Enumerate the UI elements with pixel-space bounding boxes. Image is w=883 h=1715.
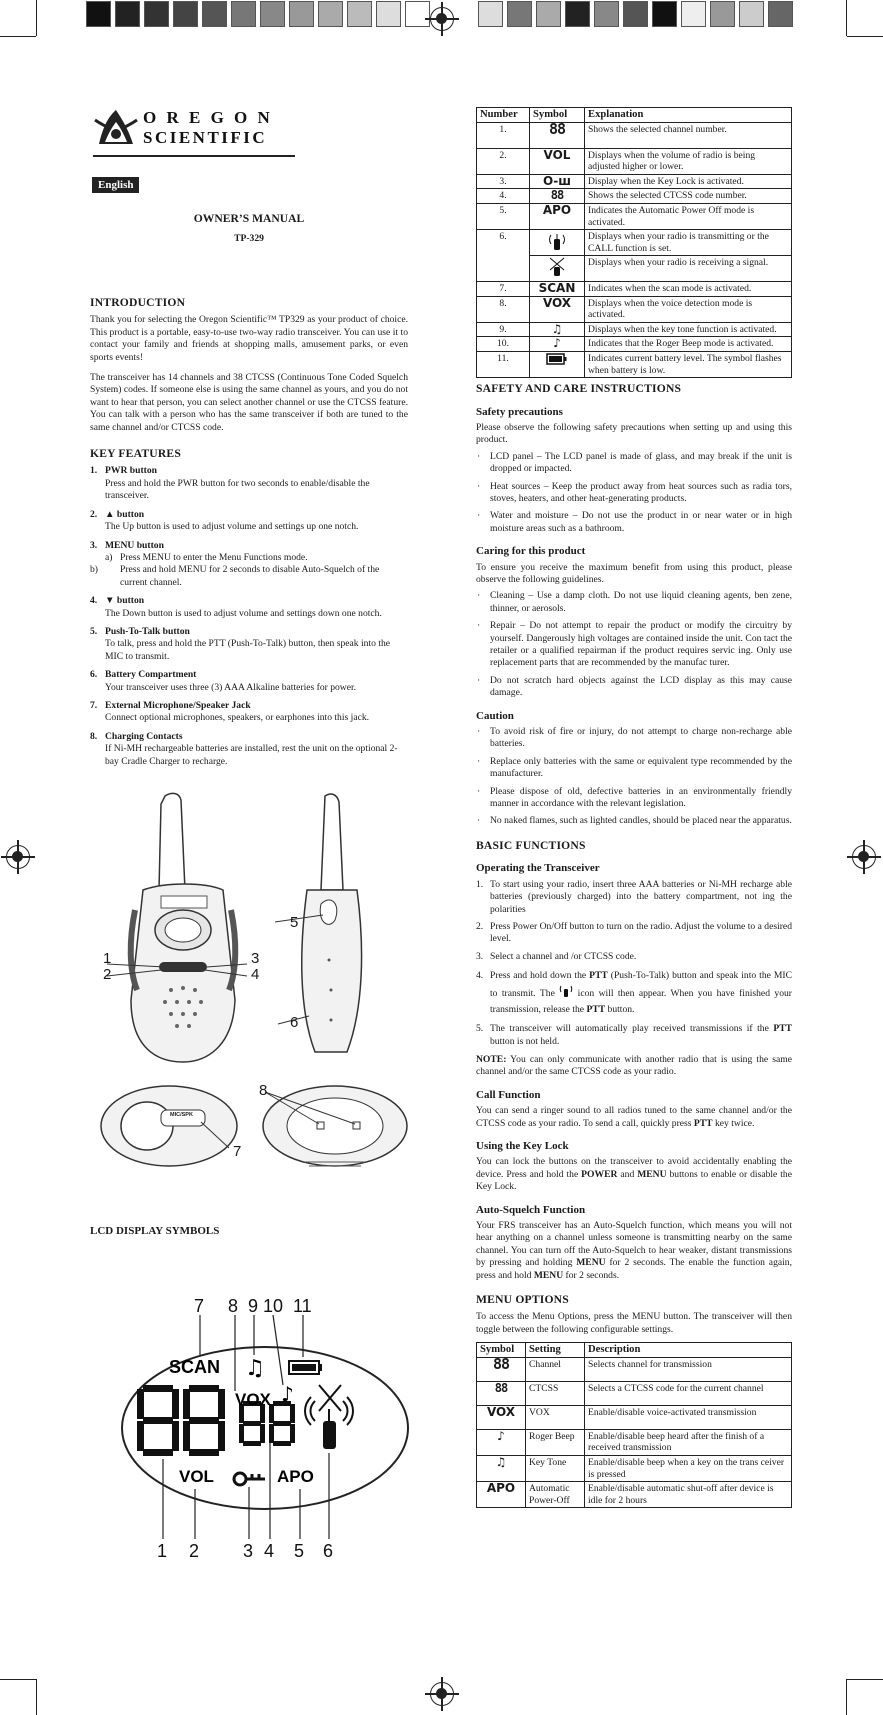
flower-emblem-icon	[93, 106, 139, 150]
table-row: APO Automatic Power-Off Enable/disable automatic shut-off after device is idle for 2 hours	[477, 1482, 792, 1508]
feature-item: 4. ▼ button The Down button is used to adjust volume and settings down one notch.	[90, 595, 382, 619]
list-item: · Do not scratch hard objects against the LCD display as this may cause damage.	[476, 675, 792, 700]
receive-antenna-icon	[546, 257, 568, 277]
basic-functions-heading: BASIC FUNCTIONS	[476, 838, 586, 852]
lcd-apo: APO	[277, 1467, 314, 1486]
logo-underline	[93, 155, 295, 157]
feature-item: 5. Push-To-Talk button To talk, press and hold the PTT (Push-To-Talk) button, then speak into the MIC to transmit.	[90, 625, 391, 662]
transmit-inline-icon	[559, 984, 573, 998]
table-row: 88 CTCSS Selects a CTCSS code for the current channel	[477, 1381, 792, 1405]
feature-item: 6. Battery Compartment Your transceiver uses three (3) AAA Alkaline batteries for power.	[90, 669, 357, 693]
callout-3: 3	[251, 950, 260, 967]
left-text-column	[90, 297, 408, 774]
table-header-row: Number Symbol Explanation	[477, 108, 792, 123]
list-item: 3. Select a channel and /or CTCSS code.	[476, 950, 637, 962]
callout-7: 7	[233, 1143, 242, 1160]
caution-list	[476, 726, 792, 828]
lcd-top-number: 11	[293, 1296, 312, 1316]
receive-icon	[530, 256, 585, 282]
intro-paragraph-1: Thank you for selecting the Oregon Scientific™ TP329 as your product of choice. This product is a portable, easy-to-use two-way radio transceiver. You can use it to contact your family and friends at shopping malls, amusement parks, or even sports events!	[90, 314, 408, 363]
transmit-antenna-icon	[546, 231, 568, 251]
crop-mark	[847, 36, 883, 37]
brand-line-2: SCIENTIFIC	[143, 128, 268, 147]
language-badge: English	[92, 177, 139, 193]
table-row: 88 Channel Selects channel for transmission	[477, 1357, 792, 1381]
battery-icon	[530, 351, 585, 377]
introduction-heading: INTRODUCTION	[90, 296, 186, 309]
brand-line-1: O R E G O N	[143, 108, 273, 127]
lcd-bottom-number: 5	[294, 1541, 305, 1561]
crop-mark	[846, 1679, 847, 1715]
lcd-battery-icon	[289, 1361, 322, 1374]
lcd-symbols-heading: LCD DISPLAY SYMBOLS	[90, 1225, 220, 1237]
list-item: 2. Press Power On/Off button to turn on the radio. Adjust the volume to a desired level.	[476, 920, 792, 945]
intro-paragraph-2: The transceiver has 14 channels and 38 CTCSS (Continuous Tone Coded Squelch System) codes. If someone else is using the same channel as yours, and you do not want to hear that person, you can select another channel or use the CTCSS feature. You can talk with a person who has the same transceiver if both are tuned to the same channel and/or CTCSS code.	[90, 372, 408, 433]
lcd-key-lock-icon	[234, 1473, 265, 1485]
key-lock-heading: Using the Key Lock	[476, 1139, 569, 1152]
menu-options-heading: MENU OPTIONS	[476, 1293, 569, 1307]
table-row: Displays when your radio is receiving a signal.	[477, 256, 792, 282]
table-row: ♪ Roger Beep Enable/disable beep heard after the finish of a received transmission	[477, 1429, 792, 1455]
right-text-column: Number Symbol Explanation 1. 88 Shows the selected channel number. 2. VOL Displays when the volume of radio is being adjusted higher or lower. 3. O‑ш Display when the Key Lock is activated. 4. 88 Shows the selected CTCSS code number. 5. APO Indicates the Automatic Power Off mode is activated. 6. Displays when your radio is transmitting or the CALL function is set. Displays when your radio is receiving a signal. 7. SCAN Indicates when the scan mode is activated. 8. VOX Displays when the voice detection mode is activated. 9. ♫ Displays when the key tone function is activated. 10. ♪ Indicates that the Roger Beep mode is activated. 11. Indicates current battery level. The symbol flashes when battery is low. SAFETY AND CARE INSTRUCTIONS Safety precautions Please observe the following safety precautions when setting up and using this product. · LCD panel – The LCD panel is made of glass, and may break if the unit is dropped or impacted. · Heat sources – Keep the product away from heat sources such as radia tors, stoves, heaters, and other heat-generating products. · Water and moisture – Do not use the product in or near water or in high moisture areas such as a bathroom. Caring for this product To ensure you receive the maximum benefit from using this product, please observe the following guidelines. · Cleaning – Use a damp cloth. Do not use liquid cleaning agents, ben zene, thinner, or aerosols. · Repair – Do not attempt to repair the product or modify the circuitry by yourself. Dangerously high voltages are contained inside the unit. Con tact the retailer or a qualified repairman if the product requires servic ing. Only use replacement parts that are recommended by the manufac turer. · Do not scratch hard objects against the LCD display as this may cause damage. Caution · To avoid risk of fire or injury, do not attempt to charge non-recharge able batteries. · Replace only batteries with the same or equivalent type recommended by the manufacturer. · Please dispose of old, defective batteries in an environmentally friendly manner in accordance with the relevant legislation. · No naked flames, such as lighted candles, should be placed near the apparatus. BASIC FUNCTIONS Operating the Transceiver 1. To start using your radio, insert three AAA batteries or Ni-MH recharge able batteries (previously charged) into the battery compartment, not ing the polarities 2. Press Power On/Off button to turn on the radio. Adjust the volume to a desired level. 3. Select a channel and /or CTCSS code. 4. Press and hold down the PTT (Push-To-Talk) button and speak into the MIC to transmit. The icon will then appear. When you have finished your transmission, release the PTT button. 5. The transceiver will automatically play received transmissions if the PTT button is not held. NOTE: You can only communicate with another radio that is using the same channel and/or the same CTCSS code as your radio. Call Function You can send a ringer sound to all radios tuned to the same channel and/or the CTCSS code as your radio. To send a call, quickly press PTT key twice. Using the Key Lock You can lock the buttons on the transceiver to avoid accidentally enabling the device. Press and hold the POWER and MENU buttons to enable or disable the Key Lock. Auto-Squelch Function Your FRS transceiver has an Auto-Squelch function, which means you will not hear anything on a channel unless someone is transmitting nearby on the same channel. You can turn off the Auto-Squelch to hear weaker, distant transmissions by pressing and holding MENU for 2 seconds. The enable the function again, press and hold MENU for 2 seconds. MENU OPTIONS To access the Menu Options, press the MENU button. The transceiver will then toggle between the following configurable settings. Symbol Setting Description 88 Channel Selects channel for transmission 88 CTCSS Selects a CTCSS code for the current channel VOX VOX Enable/disable voice-activated transmission ♪ Roger Beep Enable/disable beep heard after the finish of a received transmission ♫ Key Tone Enable/disable beep when a key on the trans ceiver is pressed APO Automatic Power-Off Enable/disable automatic shut-off after device is idle for 2 hours	[476, 107, 792, 1508]
big-digit-segments	[137, 1385, 225, 1456]
feature-item: 1. PWR button Press and hold the PWR button for two seconds to enable/disable the transceiver.	[90, 465, 370, 502]
feature-item: 3. MENU button a) Press MENU to enter the Menu Functions mode. b) Press and hold MENU for 2 seconds to disable Auto-Squelch of the current channel.	[90, 539, 380, 588]
list-item: 1. To start using your radio, insert three AAA batteries or Ni-MH recharge able batteries (previously charged) into the battery compartment, not ing the polarities	[476, 878, 792, 915]
table-row: 7. SCAN Indicates when the scan mode is activated.	[477, 281, 792, 296]
caring-list	[476, 590, 792, 699]
callout-8: 8	[259, 1082, 268, 1099]
list-item: 4. Press and hold down the PTT (Push-To-Talk) button and speak into the MIC to transmit. The icon will then appear. When you have finished your transmission, release the PTT button.	[476, 970, 792, 1016]
crop-mark	[36, 1679, 37, 1715]
list-item: · Heat sources – Keep the product away from heat sources such as radia tors, stoves, heaters, and other heat-generating products.	[476, 481, 792, 506]
registration-mark-right	[852, 845, 876, 869]
front-antenna	[159, 793, 185, 890]
lcd-diagram	[115, 1293, 415, 1563]
menu-options-table	[476, 1342, 792, 1508]
manual-title: OWNER’S MANUAL	[193, 212, 305, 225]
table-row: ♫ Key Tone Enable/disable beep when a key on the trans ceiver is pressed	[477, 1456, 792, 1482]
key-tone-icon: ♫	[530, 322, 585, 337]
list-item: 5. The transceiver will automatically play received transmissions if the PTT button is not held.	[476, 1023, 792, 1047]
crop-mark	[36, 0, 37, 36]
lcd-top-number: 7	[194, 1296, 205, 1316]
precautions-list	[476, 451, 792, 535]
lcd-vox: VOX	[235, 1390, 271, 1409]
lcd-bottom-number: 2	[189, 1541, 200, 1561]
table-row: 3. O‑ш Display when the Key Lock is activated.	[477, 174, 792, 189]
call-function-heading: Call Function	[476, 1088, 541, 1101]
table-row: 5. APO Indicates the Automatic Power Off mode is activated.	[477, 203, 792, 229]
table-header-row: Symbol Setting Description	[477, 1343, 792, 1358]
oregon-logo	[93, 106, 298, 156]
key-tone-icon: ♫	[477, 1456, 526, 1482]
table-row: 10. ♪ Indicates that the Roger Beep mode is activated.	[477, 337, 792, 352]
table-row: 11. Indicates current battery level. The symbol flashes when battery is low.	[477, 351, 792, 377]
caring-heading: Caring for this product	[476, 545, 586, 558]
feature-item: 2. ▲ button The Up button is used to adjust volume and settings up one notch.	[90, 508, 359, 533]
list-item: · Please dispose of old, defective batteries in an environmentally friendly manner in accordance with the relevant legislation.	[476, 786, 792, 811]
list-item: · Repair – Do not attempt to repair the product or modify the circuitry by yourself. Dangerously high voltages are contained inside the unit. Con tact the retailer or a qualified repairman if the product requires servic ing. Only use replacement parts that are recommended by the manufac turer.	[476, 620, 792, 670]
table-row: 9. ♫ Displays when the key tone function is activated.	[477, 322, 792, 337]
callout-2: 2	[103, 966, 112, 983]
callout-1: 1	[103, 950, 112, 967]
list-item: · No naked flames, such as lighted candles, should be placed near the apparatus.	[476, 815, 792, 827]
lcd-key-tone-icon: ♫	[245, 1356, 265, 1381]
roger-beep-icon: ♪	[477, 1429, 526, 1455]
gray-swatch-strip-right	[478, 1, 797, 27]
list-item: · Water and moisture – Do not use the product in or near water or in high moisture areas such as a bathroom.	[476, 510, 792, 535]
auto-squelch-heading: Auto-Squelch Function	[476, 1203, 586, 1216]
crop-mark	[0, 1679, 36, 1680]
table-row: 1. 88 Shows the selected channel number.	[477, 122, 792, 148]
crop-mark	[0, 36, 36, 37]
table-row: 8. VOX Displays when the voice detection mode is activated.	[477, 296, 792, 322]
roger-beep-icon: ♪	[530, 337, 585, 352]
table-row: 4. 88 Shows the selected CTCSS code number.	[477, 189, 792, 204]
lcd-scan: SCAN	[169, 1357, 221, 1377]
lcd-bottom-number: 6	[323, 1541, 334, 1561]
registration-mark-left	[6, 845, 30, 869]
lcd-top-number: 9	[248, 1296, 259, 1316]
operating-heading: Operating the Transceiver	[476, 862, 600, 875]
front-logo-plate	[161, 896, 207, 908]
precautions-heading: Safety precautions	[476, 405, 563, 418]
manual-model: TP-329	[234, 233, 264, 244]
table-row: 6. Displays when your radio is transmitting or the CALL function is set.	[477, 230, 792, 256]
safety-heading: SAFETY AND CARE INSTRUCTIONS	[476, 382, 682, 396]
list-item: · Replace only batteries with the same or equivalent type recommended by the manufacturer.	[476, 756, 792, 781]
callout-5: 5	[290, 914, 299, 931]
lcd-top-number: 8	[228, 1296, 239, 1316]
lcd-bottom-number: 4	[264, 1541, 275, 1561]
callout-6: 6	[290, 1014, 299, 1031]
lcd-antenna-icon	[305, 1385, 353, 1449]
ptt-button	[320, 900, 337, 924]
lcd-symbol-table	[476, 107, 792, 378]
list-item: · Cleaning – Use a damp cloth. Do not use liquid cleaning agents, ben zene, thinner, or aerosols.	[476, 590, 792, 615]
feature-item: 7. External Microphone/Speaker Jack Connect optional microphones, speakers, or earphones into this jack.	[90, 699, 370, 724]
list-item: · To avoid risk of fire or injury, do not attempt to charge non-recharge able batteries.	[476, 726, 792, 751]
transmit-icon	[530, 230, 585, 256]
lcd-vol: VOL	[179, 1467, 214, 1486]
key-lock-icon: O‑ш	[530, 174, 585, 189]
table-row: 2. VOL Displays when the volume of radio is being adjusted higher or lower.	[477, 148, 792, 174]
transceiver-illustration	[95, 790, 415, 1090]
mic-spk-label: MIC/SPK	[170, 1112, 193, 1118]
registration-mark-top	[430, 7, 454, 31]
callout-4: 4	[251, 966, 260, 983]
key-features-heading: KEY FEATURES	[90, 447, 181, 461]
charging-contact-right	[353, 1122, 360, 1129]
note: NOTE: You can only communicate with another radio that is using the same channel and/or the same CTCSS code as your radio.	[476, 1053, 792, 1078]
lcd-top-number: 10	[263, 1296, 284, 1316]
feature-item: 8. Charging Contacts If Ni-MH rechargeable batteries are installed, rest the unit on the optional 2-bay Cradle Charger to recharge.	[90, 730, 398, 767]
caution-heading: Caution	[476, 709, 514, 722]
lcd-bottom-number: 3	[243, 1541, 254, 1561]
operating-steps	[476, 879, 792, 1048]
side-antenna	[321, 794, 343, 890]
lcd-roger-beep-icon: ♪	[281, 1382, 294, 1406]
crop-mark	[847, 1679, 883, 1680]
lcd-bottom-number: 1	[157, 1541, 168, 1561]
transceiver-bottom-views	[95, 1070, 415, 1180]
crop-mark	[846, 0, 847, 36]
list-item: · LCD panel – The LCD panel is made of glass, and may break if the unit is dropped or impacted.	[476, 451, 792, 476]
gray-swatch-strip-left	[86, 1, 434, 27]
table-row: VOX VOX Enable/disable voice-activated transmission	[477, 1405, 792, 1429]
front-buttons	[159, 962, 207, 972]
registration-mark-bottom	[430, 1682, 454, 1706]
